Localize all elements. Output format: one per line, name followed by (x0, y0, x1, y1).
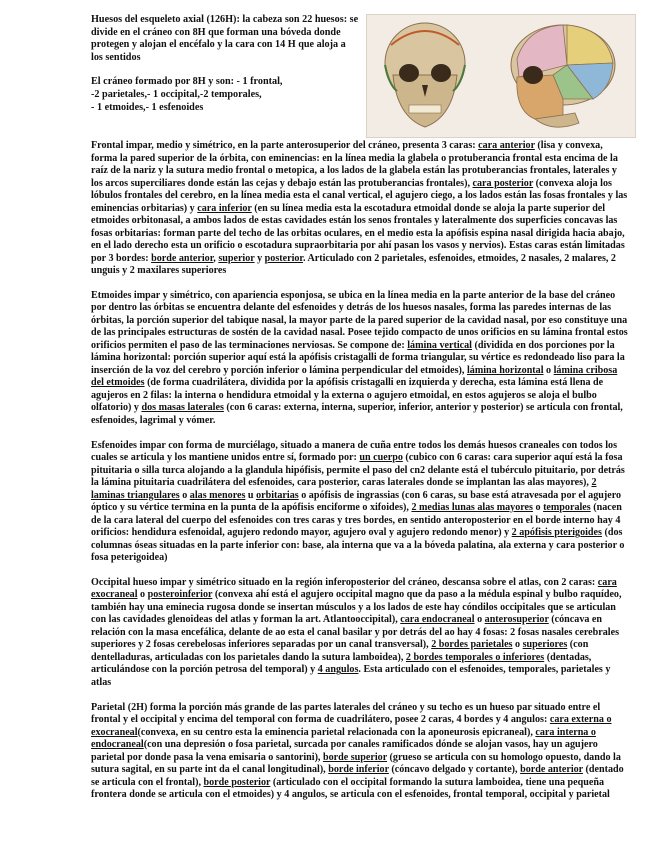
etmoides-paragraph (91, 290, 631, 428)
esfenoides-paragraph (91, 440, 631, 565)
intro-heading: Huesos del esqueleto axial (126H): la cabeza son 22 huesos: se divide en el cráneo con 8H que forman una bóveda donde protegen y alojan el encéfalo y la cara con 14 H que aloja a los sentidos (91, 14, 359, 63)
esfenoides-text: Esfenoides impar con forma de murciélago, situado a manera de cuña entre todos los demás huesos craneales con todos los cuales se articula y los mantiene unidos entre sí, formado por: un cuerpo (cubico con 6 caras: cara superior aquí está la fosa pituitaria o silla turca alojando a la glandula hipófisis, permite el paso del cn2 delante está el tubérculo pituitario, por detrás la lámina pituitaria cuadrilátera del esfenoides, cara posterior, caras laterales donde se implantan las alas mayores), 2 laminas triangulares o alas menores u orbitarias o apófisis de ingrassias (con 6 caras, su base está atravesada por el agujero óptico y su vértice termina en la punta de la apófisis enciforme o xifoides), 2 medias lunas alas mayores o temporales (nacen de la cara lateral del cuerpo del esfenoides con tres caras y tres bordes, en sentido anteroposterior en el borde interno hay 4 orificios: hendidura esfenoidal, agujero redondo mayor, agujero oval y agujero redondo menor) y 2 apófisis pterigoides (dos columnas óseas situadas en la parte inferior con: base, ala interna que va a la bóveda palatina, ala externa y cara posterior o fosa peterigoidea) (91, 439, 625, 564)
term-cara-endocraneal: cara endocraneal (400, 614, 475, 626)
term-laminas-triangulares: 2 laminas triangulares (91, 477, 597, 501)
term-lamina-horizontal: lámina horizontal (466, 364, 544, 376)
cranium-list (91, 76, 359, 114)
skull-front-view (385, 23, 465, 127)
document-body (91, 140, 631, 814)
intro-block (91, 14, 359, 114)
term-borde-posterior: borde posterior (203, 776, 271, 788)
parietal-text: Parietal (2H) forma la porción más grande de las partes laterales del cráneo y su techo es un hueso par situado entre el frontal y el occipital y encima del temporal con forma de cuadrilátero, posee 2 caras, 4 bordes y 4 angulos: cara externa o exocraneal(convexa, en su centro esta la eminencia parietal relacionada con la aponeurosis epicraneal), cara interna o endocraneal(con una depresión o fosa parietal, surcada por canales ramificados dónde se alojan vasos, hay un agujero parietal por donde pasa la vena emisaria o santorini), borde superior (grueso se articula con su homologo opuesto, dando la sutura sagital, en su parte int da el canal longitudinal), borde inferior (cóncavo delgado y cortante), borde anterior (dentado se articula con el frontal), borde posterior (articulado con el occipital formando la sutura lamboidea, tiene una pequeña frontera donde se articula con el etmoides) y 4 angulos, se articula con el esfenoides, frontal temporal, occipital y parietal (91, 701, 624, 801)
cranium-list-line-2: -2 parietales,- 1 occipital,-2 temporales, (91, 88, 262, 100)
cranium-list-line-1: El cráneo formado por 8H y son: - 1 frontal, (91, 76, 283, 88)
term-bordes-parietales: 2 bordes parietales (431, 639, 513, 651)
skull-lateral-view (511, 25, 615, 127)
term-bordes-temporales: 2 bordes temporales o inferiores (405, 651, 545, 663)
term-cara-interna: cara interna o endocraneal (91, 726, 596, 751)
term-cara-posterior: cara posterior (472, 177, 534, 189)
term-cara-inferior: cara inferior (197, 202, 252, 214)
skull-diagram (367, 15, 635, 137)
term-un-cuerpo: un cuerpo (359, 452, 403, 464)
intro-paragraph (91, 14, 359, 64)
term-cara-externa: cara externa o exocraneal (91, 714, 612, 738)
term-borde-anterior-parietal: borde anterior (520, 764, 583, 776)
term-4-angulos: 4 angulos (317, 664, 359, 676)
term-borde-superior: borde superior (322, 751, 388, 763)
term-posteroinferior: posteroinferior (147, 589, 213, 601)
parietal-paragraph (91, 702, 631, 802)
term-superiores: superiores (522, 639, 568, 651)
term-superior: superior (218, 252, 255, 264)
term-temporales: temporales (543, 502, 591, 514)
term-alas-menores: alas menores (189, 489, 246, 501)
term-posterior: posterior (264, 252, 303, 264)
cranium-list-line-3: - 1 etmoides,- 1 esfenoides (91, 101, 204, 113)
term-apofisis-pterigoides: 2 apófisis pterigoides (511, 527, 602, 539)
term-orbitarias: orbitarias (256, 489, 299, 501)
skull-illustration (366, 14, 636, 138)
term-borde-inferior: borde inferior (328, 764, 389, 776)
frontal-paragraph (91, 140, 631, 278)
occipital-text: Occipital hueso impar y simétrico situado en la región inferoposterior del cráneo, descansa sobre el atlas, con 2 caras: cara exocraneal o posteroinferior (convexa ahí está el agujero occipital magno que da paso a la médula espinal y bulbo raquídeo, también hay una eminecia rugosa donde se insertan músculos y a los lados de este hay cóndilos occipitales que se articulan con las cavidades glenoideas del atlas y forman la art. Atlantooccipital), cara endocraneal o anterosuperior (cóncava en relación con la masa encefálica, delante de ao esta el canal basilar y por detrás del ao hay 4 fosas: 2 fosas nasales cerebrales superiores y 2 fosas cerebelosas inferiores separadas por un canal transversal), 2 bordes parietales o superiores (con dentelladuras, articuladas con los parietales dando la sutura lamboidea), 2 bordes temporales o inferiores (dentadas, articulándose con la porción petrosa del temporal) y 4 angulos. Esta articulado con el esfenoides, temporales, parietales y atlas (91, 576, 622, 688)
frontal-text: Frontal impar, medio y simétrico, en la parte anterosuperior del cráneo, presenta 3 caras: cara anterior (lisa y convexa, forma la pared superior de la órbita, con eminencias: en la línea media la glabela o protuberancia frontal esta encima de la raíz de la nariz y la sutura medio frontal o metopica, a los lados de la glabela están las protuberancias frontales, laterales y los arcos superciliares donde están las cejas y debajo están las protuberancias frontales), cara posterior (convexa aloja los lóbulos frontales del cerebro, en la línea media esta el canal vertical, el agujero ciego, a los lados están las fosas frontales y las eminencias orbitarias) y cara inferior (en su línea media esta la escotadura etmoidal donde se aloja la parte superior del etmoides orbitonasal, a ambos lados de estas cavidades están los senos frontales y lateralmente dos superficies concavas las fosas orbitarias: forman parte del techo de las orbitas oculares, en el medio esta la apófisis espina nasal dirigida hacia abajo, en el lado derecho esta un orificio o escotadura supraorbitaria por ahí pasan los vasos y nervios). Estas caras están limitadas por 3 bordes: borde anterior, superior y posterior. Articulado con 2 parietales, esfenoides, etmoides, 2 nasales, 2 malares, 2 unguis y 2 maxilares superiores (91, 140, 628, 276)
etmoides-text: Etmoides impar y simétrico, con apariencia esponjosa, se ubica en la línea media en la parte anterior de la base del cráneo por dentro las órbitas se encuentra delante del esfenoides y detrás de los huesos nasales, forma las paredes internas de las órbitas, la porción superior del tabique nasal, la mayor parte de la pared superior de la cavidad nasal, por eso constituye una de las principales estructuras de sostén de la cavidad nasal. Posee tejido compacto de unos orificios en su lámina frontal estos orificios permiten el paso de las terminaciones nerviosas. Se compone de: lámina vertical (dividida en dos porciones por la lámina horizontal: porción superior aquí está la apófisis cristagalli de forma triangular, su vértice es redondeado liso para la inserción de la voz del cerebro y porción inferior o lámina perpendicular del etmoides), lámina horizontal o lámina cribosa del etmoides (de forma cuadrilátera, dividida por la apófisis cristagalli en izquierda y derecha, esta lámina está llena de agujeros en 2 filas: la interna o hendidura etmoidal y la externa o agujero etmoidal, en estos agujeros se aloja el bulbo olfatorio) y dos masas laterales (con 6 caras: externa, interna, superior, inferior, anterior y posterior) se articula con frontal, esfenoides, lagrimal y vómer. (91, 289, 628, 426)
term-lamina-vertical: lámina vertical (407, 339, 472, 351)
term-lamina-cribosa: lámina cribosa del etmoides (91, 364, 618, 389)
term-alas-mayores: 2 medias lunas alas mayores (411, 502, 533, 514)
term-borde-anterior: borde anterior (151, 252, 214, 264)
term-cara-exocraneal: cara exocraneal (91, 576, 617, 601)
term-cara-anterior: cara anterior (478, 140, 535, 151)
occipital-paragraph (91, 577, 631, 690)
term-masas-laterales: dos masas laterales (141, 402, 224, 414)
term-anterosuperior: anterosuperior (484, 614, 549, 626)
